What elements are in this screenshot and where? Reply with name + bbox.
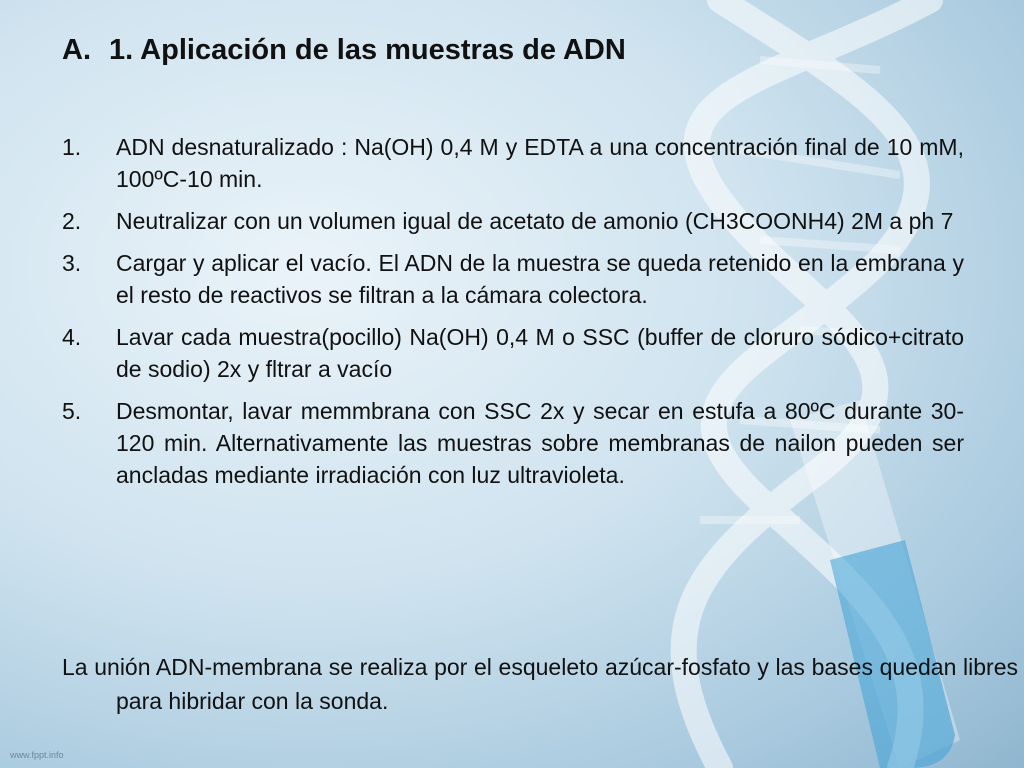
step-number: 5. [62, 398, 82, 424]
title-letter: A. [62, 34, 91, 66]
list-item [62, 205, 964, 237]
title-text: 1. Aplicación de las muestras de ADN [109, 34, 626, 66]
step-text: Cargar y aplicar el vacío. El ADN de la muestra se queda retenido en la embrana y el resto de reactivos se filtran a la cámara colectora. [116, 250, 964, 308]
list-item [62, 131, 964, 195]
list-item [62, 247, 964, 311]
procedure-steps-list [62, 131, 964, 501]
summary-note: La unión ADN-membrana se realiza por el esqueleto azúcar-fosfato y las bases quedan libres para hibridar con la sonda. [62, 654, 1018, 714]
footer-watermark: www.fppt.info [10, 750, 64, 760]
list-item [62, 395, 964, 491]
step-number: 1. [62, 134, 82, 160]
step-text: Lavar cada muestra(pocillo) Na(OH) 0,4 M o SSC (buffer de cloruro sódico+citrato de sodio) 2x y fltrar a vacío [116, 324, 964, 382]
step-text: Desmontar, lavar memmbrana con SSC 2x y secar en estufa a 80ºC durante 30-120 min. Alternativamente las muestras sobre membranas de nailon pueden ser ancladas mediante irradiación con luz ultravioleta. [116, 398, 964, 488]
step-number: 4. [62, 324, 82, 350]
step-number: 2. [62, 208, 82, 234]
step-number: 3. [62, 250, 82, 276]
list-item [62, 321, 964, 385]
slide-title [62, 34, 626, 67]
step-text: ADN desnaturalizado : Na(OH) 0,4 M y EDTA a una concentración final de 10 mM, 100ºC-10 min. [116, 134, 964, 192]
step-text: Neutralizar con un volumen igual de acetato de amonio (CH3COONH4) 2M a ph 7 [116, 208, 954, 234]
